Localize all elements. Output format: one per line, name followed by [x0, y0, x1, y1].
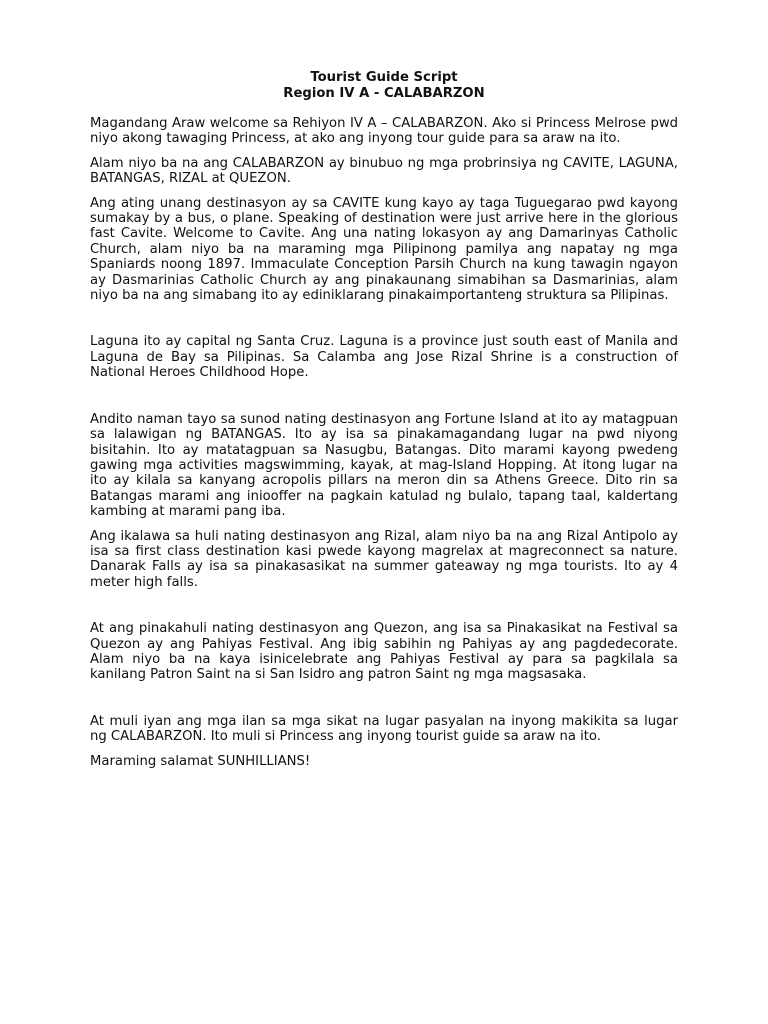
paragraph-gap [90, 692, 678, 714]
paragraph-quezon: At ang pinakahuli nating destinasyon ang Quezon, ang isa sa Pinakasikat na Festival sa Quezon ay ang Pahiyas Festival. Ang ibig sabihin ng Pahiyas ay ang pagdedecorate. Alam niyo ba na kaya isinicelebrate ang Pahiyas Festival ay para sa pagkilala sa kanilang Patron Saint na si San Isidro ang patron Saint ng mga magsasaka. [90, 621, 678, 683]
document-subtitle: Region IV A - CALABARZON [283, 86, 485, 101]
paragraph-intro: Magandang Araw welcome sa Rehiyon IV A – CALABARZON. Ako si Princess Melrose pwd niyo akong tawaging Princess, at ako ang inyong tour guide para sa araw na ito. [90, 116, 678, 147]
paragraph-cavite: Ang ating unang destinasyon ay sa CAVITE kung kayo ay taga Tuguegarao pwd kayong sumakay by a bus, o plane. Speaking of destination were just arrive here in the glorious fast Cavite. Welcome to Cavite. Ang una nating lokasyon ay ang Damarinyas Catholic Church, alam niyo ba na maraming mga Pilipinong pamilya ang napatay ng mga Spaniards noong 1897. Immaculate Conception Parsih Church na kung tawagin ngayon ay Dasmarinias Catholic Church ay ang pinakaunang simabihan sa Dasmarinias, alam niyo ba na ang simabang ito ay ediniklarang pinakaimportanteng struktura sa Pilipinas. [90, 195, 678, 304]
paragraph-batangas: Andito naman tayo sa sunod nating destinasyon ang Fortune Island at ito ay matagpuan sa lalawigan ng BATANGAS. Ito ay isa sa pinakamagandang lugar na pwd niyong bisitahin. Ito ay matatagpuan sa Nasugbu, Batangas. Dito marami kayong pwedeng gawing mga activities magswimming, kayak, at mag-Island Hopping. At itong lugar na ito ay kilala sa kanyang acropolis pillars na meron din sa Athens Greece. Dito rin sa Batangas marami ang iniooffer na pagkain katulad ng bulalo, tapang taal, kaldertang kambing at marami pang iba. [90, 411, 678, 520]
paragraph-laguna: Laguna ito ay capital ng Santa Cruz. Laguna is a province just south east of Manila and Laguna de Bay sa Pilipinas. Sa Calamba ang Jose Rizal Shrine is a construction of National Heroes Childhood Hope. [90, 334, 678, 381]
paragraph-closing: At muli iyan ang mga ilan sa mga sikat na lugar pasyalan na inyong makikita sa lugar ng CALABARZON. Ito muli si Princess ang inyong tourist guide sa araw na ito. [90, 713, 678, 745]
paragraph-provinces: Alam niyo ba na ang CALABARZON ay binubuo ng mga probrinsiya ng CAVITE, LAGUNA, BATANGAS, RIZAL at QUEZON. [90, 155, 678, 187]
paragraph-rizal: Ang ikalawa sa huli nating destinasyon ang Rizal, alam niyo ba na ang Rizal Antipolo ay isa sa first class destination kasi pwede kayong magrelax at magreconnect sa nature. Danarak Falls ay isa sa pinakasasikat na summer gateaway ng mga tourists. Ito ay 4 meter high falls. [90, 528, 678, 590]
paragraph-gap [90, 390, 678, 412]
paragraph-thanks: Maraming salamat SUNHILLIANS! [90, 753, 311, 769]
paragraph-gap [90, 599, 678, 621]
paragraph-gap [90, 312, 678, 334]
document-title: Tourist Guide Script [310, 70, 458, 85]
document-page [90, 70, 678, 778]
